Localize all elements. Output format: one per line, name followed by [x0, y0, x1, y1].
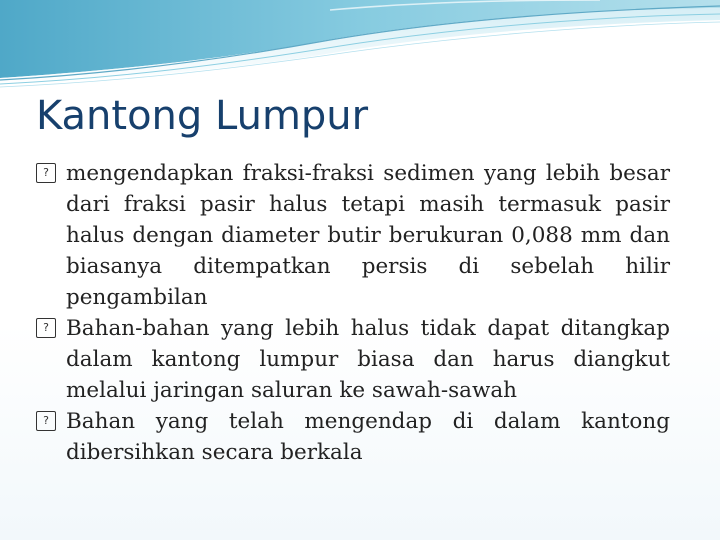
bullet-icon: ? — [36, 318, 56, 338]
bullet-item — [36, 313, 670, 406]
bullet-text: mengendapkan fraksi-fraksi sedimen yang lebih besar dari fraksi pasir halus tetapi masih termasuk pasir halus dengan diameter butir berukuran 0,088 mm dan biasanya ditempatkan persis di sebelah hilir pengambilan — [66, 161, 670, 310]
bullet-text: Bahan yang telah mengendap di dalam kantong dibersihkan secara berkala — [66, 409, 670, 465]
slide-title: Kantong Lumpur — [36, 93, 369, 139]
header-wave-decoration — [0, 0, 720, 90]
bullet-icon: ? — [36, 411, 56, 431]
bullet-text: Bahan-bahan yang lebih halus tidak dapat ditangkap dalam kantong lumpur biasa dan harus diangkut melalui jaringan saluran ke sawah-sawah — [66, 316, 670, 403]
bullet-icon: ? — [36, 163, 56, 183]
bullet-item — [36, 158, 670, 313]
bullet-item — [36, 406, 670, 468]
bullet-list — [36, 158, 670, 468]
